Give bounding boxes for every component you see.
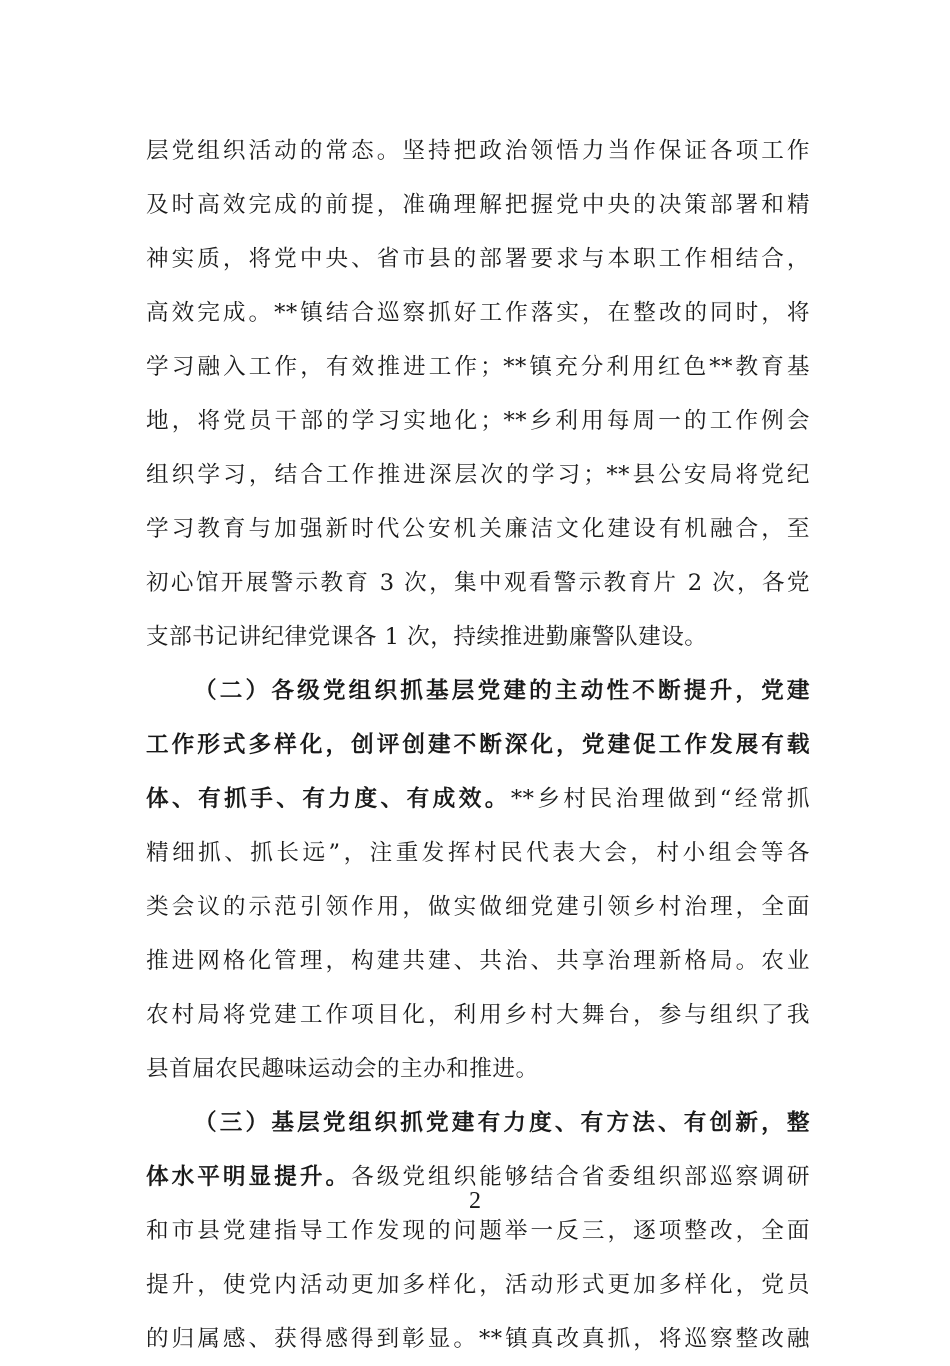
paragraph3-line: 的归属感、获得感得到彰显。**镇真改真抓，将巡察整改融 [146,1326,810,1352]
paragraph1-line: 层党组织活动的常态。坚持把政治领悟力当作保证各项工作 [146,138,810,164]
body-text [146,124,810,1366]
paragraph3-line: 和市县党建指导工作发现的问题举一反三，逐项整改，全面 [146,1218,810,1244]
paragraph2-heading-line: （二）各级党组织抓基层党建的主动性不断提升，党建 [194,678,810,704]
paragraph2-heading-end: 体、有抓手、有力度、有成效。 [146,786,511,812]
paragraph1-line: 学习教育与加强新时代公安机关廉洁文化建设有机融合，至 [146,516,810,542]
paragraph2-line: 县首届农民趣味运动会的主办和推进。 [146,1056,539,1082]
paragraph1-line: 组织学习，结合工作推进深层次的学习；**县公安局将党纪 [146,462,810,488]
paragraph2-heading-line: 工作形式多样化，创评创建不断深化，党建促工作发展有载 [146,732,810,758]
paragraph3-line: 提升，使党内活动更加多样化，活动形式更加多样化，党员 [146,1272,810,1298]
paragraph2-mixed-line [146,772,810,826]
page-number: 2 [469,1188,481,1214]
paragraph1-line: 神实质，将党中央、省市县的部署要求与本职工作相结合， [146,246,810,272]
paragraph1-line: 地，将党员干部的学习实地化；**乡利用每周一的工作例会 [146,408,810,434]
paragraph2-line: 精细抓、抓长远”，注重发挥村民代表大会，村小组会等各 [146,840,810,866]
paragraph1-line: 初心馆开展警示教育 3 次，集中观看警示教育片 2 次，各党 [146,570,810,596]
paragraph1-line: 高效完成。**镇结合巡察抓好工作落实，在整改的同时，将 [146,300,810,326]
paragraph2-line: 类会议的示范引领作用，做实做细党建引领乡村治理，全面 [146,894,810,920]
paragraph3-heading-line: （三）基层党组织抓党建有力度、有方法、有创新，整 [194,1110,810,1136]
paragraph1-line: 支部书记讲纪律党课各 1 次，持续推进勤廉警队建设。 [146,624,708,650]
paragraph3-text-start: 各级党组织能够结合省委组织部巡察调研 [351,1164,811,1190]
paragraph1-line: 及时高效完成的前提，准确理解把握党中央的决策部署和精 [146,192,810,218]
paragraph2-line: 推进网格化管理，构建共建、共治、共享治理新格局。农业 [146,948,810,974]
paragraph1-line: 学习融入工作，有效推进工作；**镇充分利用红色**教育基 [146,354,810,380]
paragraph2-line: 农村局将党建工作项目化，利用乡村大舞台，参与组织了我 [146,1002,810,1028]
paragraph3-heading-end: 体水平明显提升。 [146,1164,352,1190]
paragraph2-text-start: **乡村民治理做到“经常抓 [510,786,810,812]
